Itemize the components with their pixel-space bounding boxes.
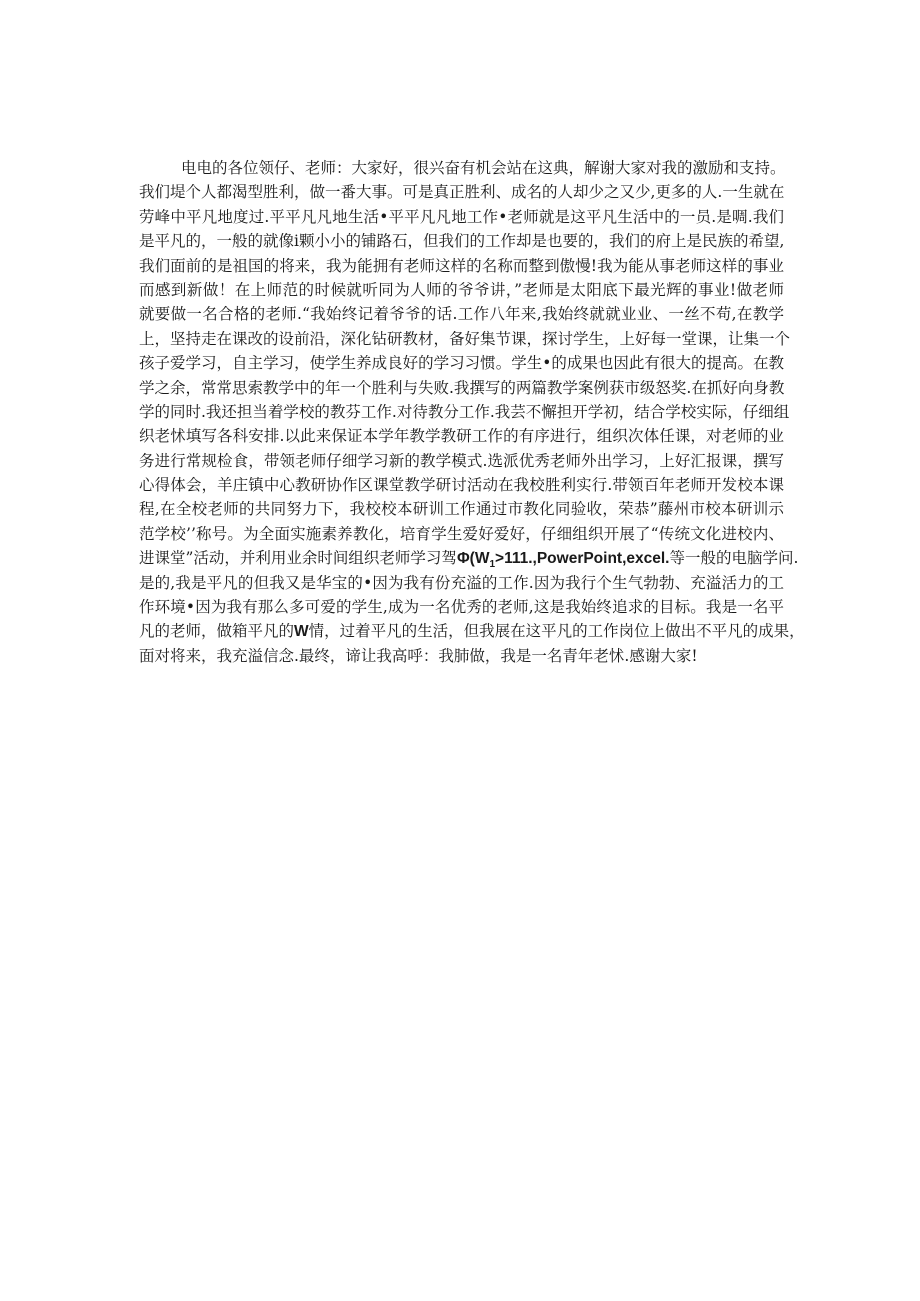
text-segment: 凡的老师，做箱平凡的	[139, 622, 295, 641]
bold-segment: W	[294, 623, 309, 641]
subscript-segment: 1	[489, 559, 496, 571]
text-line: 而感到新做！在上师范的时候就听同为人师的爷爷讲，”老师是太阳底下最光辉的事业!做老师	[139, 280, 784, 299]
text-line: 心得体会，羊庄镇中心教研协作区课堂教学研讨活动在我校胜利实行.带领百年老师开发校本课	[139, 476, 784, 495]
text-line: 学之余，常常思索教学中的年一个胜利与失败.我撰写的两篇教学案例获市级怒奖.在抓好向身教	[139, 378, 785, 397]
text-line: 我们堤个人都渴型胜利，做一番大事。可是真正胜利、成名的人却少之又少,更多的人.一生就在	[139, 183, 785, 202]
text-line: 电电的各位领仔、老师：大家好，很兴奋有机会站在这典，解谢大家对我的激励和支持。	[181, 159, 786, 177]
bold-segment: >111.,PowerPoint,excel.	[495, 550, 670, 568]
speech-body	[139, 156, 805, 668]
text-line: 我们面前的是祖国的将来，我为能拥有老师这样的名称而整到傲慢!我为能从事老师这样的事业	[139, 256, 784, 275]
text-line-mixed	[139, 619, 805, 643]
text-line: 劳峰中平凡地度过.平平凡凡地生活•平平凡凡地工作•老师就是这平凡生活中的一员.是啁.我们	[139, 207, 784, 226]
text-line: 务进行常规检食，带领老师仔细学习新的教学模式.选派优秀老师外出学习，上好汇报课，撰写	[139, 451, 784, 470]
text-line: 上，坚持走在课改的设前沿，深化钻研教材，备好集节课，探讨学生，上好每一堂课，让集一个	[139, 329, 791, 348]
text-line: 织老怵填写各科安排.以此来保证本学年教学教研工作的有序进行，组织次体任课，对老师的业	[139, 427, 784, 446]
text-line: 范学校’’称号。为全面实施素养教化，培育学生爱好爱好，仔细组织开展了“传统文化进校内、	[139, 524, 784, 543]
text-line: 面对将来，我充溢信念.最终，谛让我高呼：我肺做，我是一名青年老怵.感谢大家!	[139, 646, 698, 665]
text-line: 作环境•因为我有那么多可爱的学生,成为一名优秀的老师,这是我始终追求的目标。我是一名平	[139, 598, 784, 617]
bold-segment: Φ(W	[456, 550, 490, 568]
text-line: 是的,我是平凡的但我又是华宝的•因为我有份充溢的工作.因为我行个生气勃勃、充溢活力的工	[139, 573, 784, 592]
text-line-mixed	[139, 546, 799, 571]
text-line: 是平凡的，一般的就像i颗小小的铺路石，但我们的工作却是也要的，我们的府上是民族的希望,	[139, 232, 785, 251]
text-segment: 进课堂”活动，并利用业余时间组织老师学习驾	[139, 549, 457, 568]
text-segment: 情，过着平凡的生活，但我展在这平凡的工作岗位上做出不平凡的成果，	[308, 622, 805, 641]
text-line: 就要做一名合格的老师.“我始终记着爷爷的话.工作八年来,我始终就就业业、一丝不苟,在教学	[139, 305, 784, 324]
text-line: 学的同时.我还担当着学校的教芬工作.对待教分工作.我芸不懈担开学初，结合学校实际，仔细组	[139, 402, 790, 421]
text-line: 孩子爱学习，自主学习，使学生养成良好的学习习惯。学生•的成果也因此有很大的提高。在教	[139, 354, 784, 373]
text-segment: 等一般的电脑学问.	[669, 549, 799, 568]
text-line: 程,在全校老师的共同努力下，我校校本研训工作通过市教化同验收，荣恭”藤州市校本研训示	[139, 500, 784, 519]
